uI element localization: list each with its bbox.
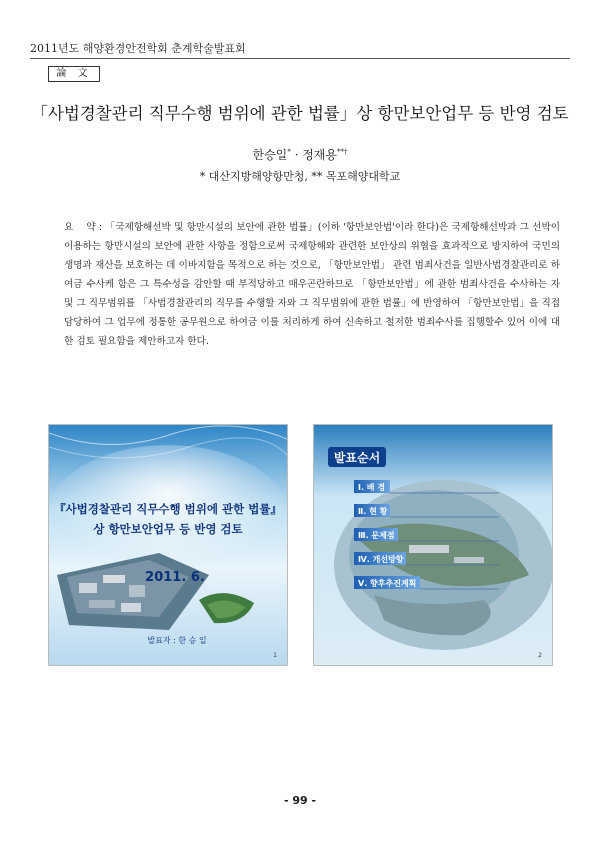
outline-item: Ⅴ. 향후추진계획 [358,579,417,588]
paper-title: 「사법경찰관리 직무수행 범위에 관한 법률」상 항만보안업무 등 반영 검토 [31,104,569,123]
outline-heading: 발표순서 [333,451,381,465]
author-separator: · [290,148,303,162]
abstract-text: 「국제항해선박 및 항만시설의 보안에 관한 법률」(이하 '항만보안법'이라 한다)은 국제항해선박과 그 선박이 이용하는 항만시설의 보안에 관한 사항을 정함으로써 국제항해와 관련한 보안상의 위협을 효과적으로 방지하여 국민의 생명과 재산을 보호하는 데 이바지함을 목적으로 하는 것으로, 「항만보안법」 관련 범죄사건을 일반사법경찰관리로 하여금 수사케 함은 그 특수성을 감안할 때 부적당하고 매우곤란하므로 「항만보안법」에 관한 범죄사건을 수사하는 자 및 그 직무범위를 「사법경찰관리의 직무를 수행할 자와 그 직무범위에 관한 법률」에 반영하여 「항만보안법」을 직접 담당하여 그 업무에 정통한 공무원으로 하여금 이를 처리하게 하여 신속하고 철저한 범죄수사를 집행할수 있어 이에 대한 검토 필요함을 제안하고자 한다. [64,222,560,347]
paper-type-badge: 論 文 [48,66,100,82]
page-number: - 99 - [283,794,317,807]
slide-number: 2 [538,652,542,659]
presentation-slide-outline [313,424,553,666]
author-mark: **† [337,148,348,156]
abstract [64,218,560,351]
affiliations: * 대산지방해양항만청, ** 목포해양대학교 [199,170,401,183]
outline-item: Ⅰ. 배 경 [358,483,386,492]
abstract-label: 요 약 : [64,222,106,233]
presentation-slide-title [48,424,288,666]
slide-title-line1: 『사법경찰관리 직무수행 범위에 관한 법률』 [54,502,282,516]
slide-title-graphic [49,425,287,665]
header-rule [30,58,570,59]
slide-presenter: 발표자 : 한 승 일 [147,636,207,645]
authors-line [0,146,600,163]
author-name: 정재용 [302,148,337,162]
slide-outline-graphic [314,425,552,665]
outline-item: Ⅱ. 현 황 [358,507,388,516]
conference-header: 2011년도 해양환경안전학회 춘계학술발표회 [30,42,246,55]
author-mark: * [287,148,291,156]
outline-item: Ⅳ. 개선방향 [358,555,404,564]
slide-title-line2: 상 항만보안업무 등 반영 검토 [93,522,243,536]
slide-number: 1 [273,652,277,659]
outline-item: Ⅲ. 문제점 [358,531,395,540]
author-name: 한승일 [252,148,288,162]
slide-date: 2011. 6. [145,570,205,585]
